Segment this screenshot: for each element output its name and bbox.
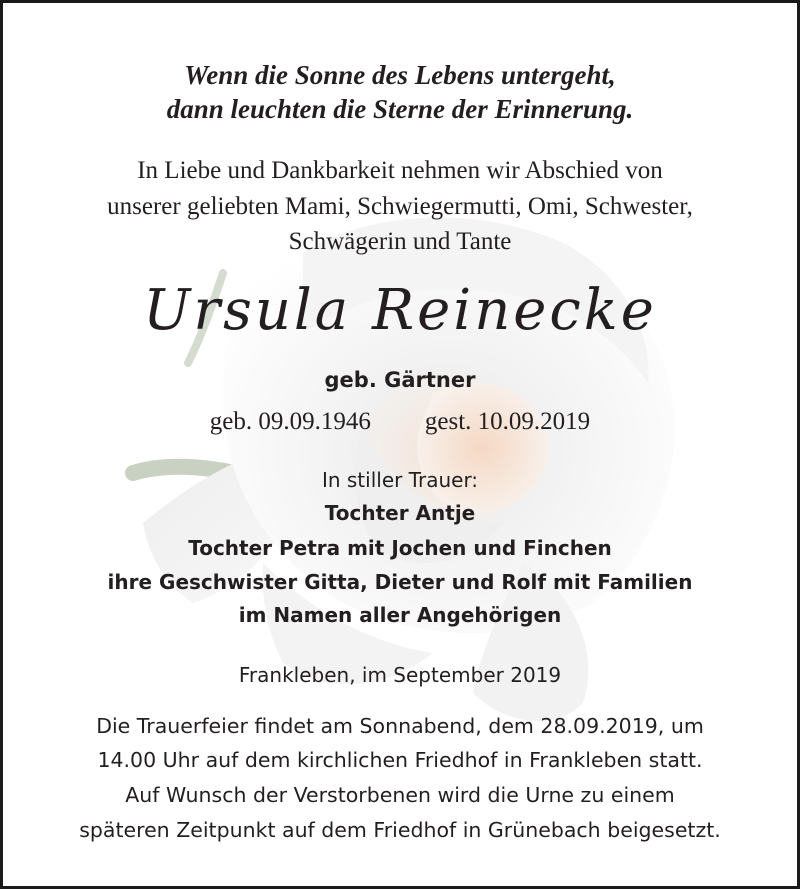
deceased-name: Ursula Reinecke <box>143 278 657 343</box>
funeral-details-line: 14.00 Uhr auf dem kirchlichen Friedhof in Frankleben statt. <box>97 748 703 772</box>
mourner-line: Tochter Petra mit Jochen und Finchen <box>188 536 612 560</box>
intro-line-2: unserer geliebten Mami, Schwiegermutti, Omi, Schwester, <box>107 193 693 220</box>
maiden-name: geb. Gärtner <box>324 368 476 392</box>
motto-line-2: dann leuchten die Sterne der Erinnerung. <box>166 94 634 124</box>
mourner-line: Tochter Antje <box>324 501 476 525</box>
intro-line-3: Schwägerin und Tante <box>288 228 512 255</box>
funeral-details-line: späteren Zeitpunkt auf dem Friedhof in Grünebach beigesetzt. <box>79 818 721 842</box>
life-dates <box>3 408 797 436</box>
funeral-details-line: Auf Wunsch der Verstorbenen wird die Urne zu einem <box>125 783 675 807</box>
mourner-line: im Namen aller Angehörigen <box>238 603 562 627</box>
funeral-details-line: Die Trauerfeier findet am Sonnabend, dem 28.09.2019, um <box>96 714 704 738</box>
place-and-date: Frankleben, im September 2019 <box>238 663 562 687</box>
motto-line-1: Wenn die Sonne des Lebens untergeht, <box>184 60 616 90</box>
death-date: gest. 10.09.2019 <box>424 408 591 435</box>
birth-date: geb. 09.09.1946 <box>209 408 371 435</box>
mourner-line: ihre Geschwister Gitta, Dieter und Rolf mit Familien <box>107 570 693 594</box>
intro-line-1: In Liebe und Dankbarkeit nehmen wir Abschied von <box>137 157 663 184</box>
mourners-label: In stiller Trauer: <box>321 468 479 492</box>
